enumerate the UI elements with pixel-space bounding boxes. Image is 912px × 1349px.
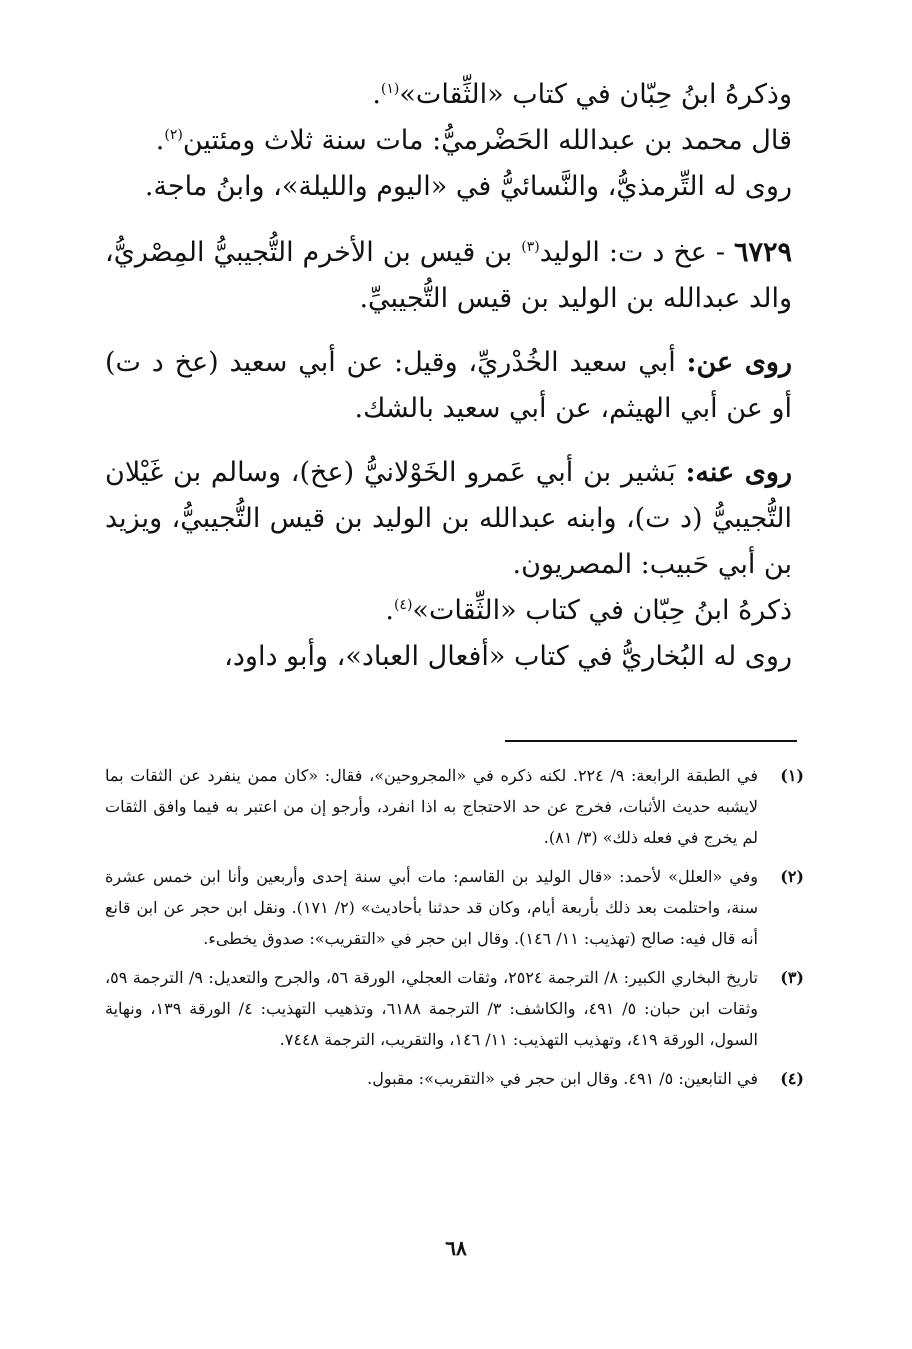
entry-number: ٦٧٢٩ bbox=[733, 237, 792, 268]
footnotes bbox=[105, 760, 804, 1102]
body-line-10: روى له البُخاريُّ في كتاب «أفعال العباد»، وأبو داود، bbox=[224, 641, 792, 672]
narrated-from-label: روى عن: bbox=[686, 347, 792, 378]
footnote-text: في الطبقة الرابعة: ٩/ ٢٢٤. لكنه ذكره في «المجروحين»، فقال: «كان ممن ينفرد عن الثقات بما لايشبه حديث الأثبات، فخرج عن حد الاحتجاج به اذا انفرد، وأرجو إن من اعتبر به فيما وافق الثقات لم يخرج في فعله ذلك» (٣/ ٨١). bbox=[105, 766, 759, 847]
footnote-divider bbox=[505, 740, 797, 742]
footnote bbox=[105, 1063, 804, 1094]
footnote-text: تاريخ البخاري الكبير: ٨/ الترجمة ٢٥٢٤، وثقات العجلي، الورقة ٥٦، والجرح والتعديل: ٩/ الترجمة ٥٩، وثقات ابن حبان: ٥/ ٤٩١، والكاشف: ٣/ الترجمة ٦١٨٨، وتذهيب التهذيب: ٤/ الورقة ١٣٩، ونهاية السول، الورقة ٤١٩، وتهذيب التهذيب: ١١/ ١٤٦، والتقريب، الترجمة ٧٤٤٨. bbox=[105, 968, 759, 1049]
text-span: أبي سعيد الخُدْريِّ، وقيل: عن أبي سعيد (عخ د ت) أو عن أبي الهيثم، عن أبي سعيد بالشك. bbox=[105, 347, 792, 424]
text-span: وذكرهُ ابنُ حِبّان في كتاب «الثِّقات» bbox=[399, 79, 792, 110]
footnote bbox=[105, 760, 804, 853]
footnote-ref-4: (٤) bbox=[393, 597, 413, 613]
footnote bbox=[105, 962, 804, 1055]
footnote bbox=[105, 861, 804, 954]
body-line-1 bbox=[105, 72, 792, 118]
footnote-text: وفي «العلل» لأحمد: «قال الوليد بن القاسم: مات أبي سنة إحدى وأربعين وأنا ابن خمس عشرة سنة، واحتلمت بعد ذلك بأربعة أيام، وكان قد حدثنا بأحاديث» (٢/ ١٧١). ونقل ابن حجر عن ابن قانع أنه قال فيه: صالح (تهذيب: ١١/ ١٤٦). وقال ابن حجر في «التقريب»: صدوق يخطىء. bbox=[105, 867, 759, 948]
text-span: . bbox=[155, 125, 165, 156]
text-span: . bbox=[372, 79, 381, 110]
text-span: بَشير بن أبي عَمرو الخَوْلانيُّ (عخ)، وسالم بن غَيْلان التُّجيبيُّ (د ت)، وابنه عبدالله بن الوليد بن قيس التُّجيبيُّ، ويزيد بن أبي حَبيب: المصريون. bbox=[105, 457, 792, 580]
footnote-ref-2: (٢) bbox=[164, 127, 183, 143]
entry-heading bbox=[105, 230, 792, 322]
text-span: قال محمد بن عبدالله الحَضْرميُّ: مات سنة ثلاث ومئتين bbox=[182, 125, 792, 156]
footnote-number: (٤) bbox=[780, 1069, 804, 1088]
narrated-from-paragraph bbox=[105, 340, 792, 432]
footnote-ref-1: (١) bbox=[380, 81, 400, 97]
footnote-number: (٣) bbox=[780, 968, 804, 987]
narrated-by-label: روى عنه: bbox=[685, 457, 792, 488]
main-text bbox=[105, 72, 792, 680]
body-line-2 bbox=[105, 118, 792, 164]
body-line-3: روى له التِّرمذيُّ، والنَّسائيُّ في «اليوم والليلة»، وابنُ ماجة. bbox=[144, 171, 792, 202]
text-span: بن قيس بن الأخرم التُّجيبيُّ المِصْريُّ، والد عبدالله بن الوليد بن قيس التُّجيبيِّ. bbox=[105, 237, 792, 314]
body-line-9 bbox=[105, 588, 792, 634]
text-span: - عخ د ت: الوليد bbox=[539, 237, 734, 268]
footnote-text: في التابعين: ٥/ ٤٩١. وقال ابن حجر في «التقريب»: مقبول. bbox=[367, 1069, 758, 1088]
narrated-by-paragraph bbox=[105, 450, 792, 588]
text-span: ذكرهُ ابنُ حِبّان في كتاب «الثِّقات» bbox=[412, 595, 792, 626]
footnote-number: (١) bbox=[780, 766, 804, 785]
footnote-ref-3: (٣) bbox=[521, 239, 540, 255]
footnote-number: (٢) bbox=[780, 867, 804, 886]
page-number: ٦٨ bbox=[445, 1236, 467, 1260]
text-span: . bbox=[385, 595, 394, 626]
